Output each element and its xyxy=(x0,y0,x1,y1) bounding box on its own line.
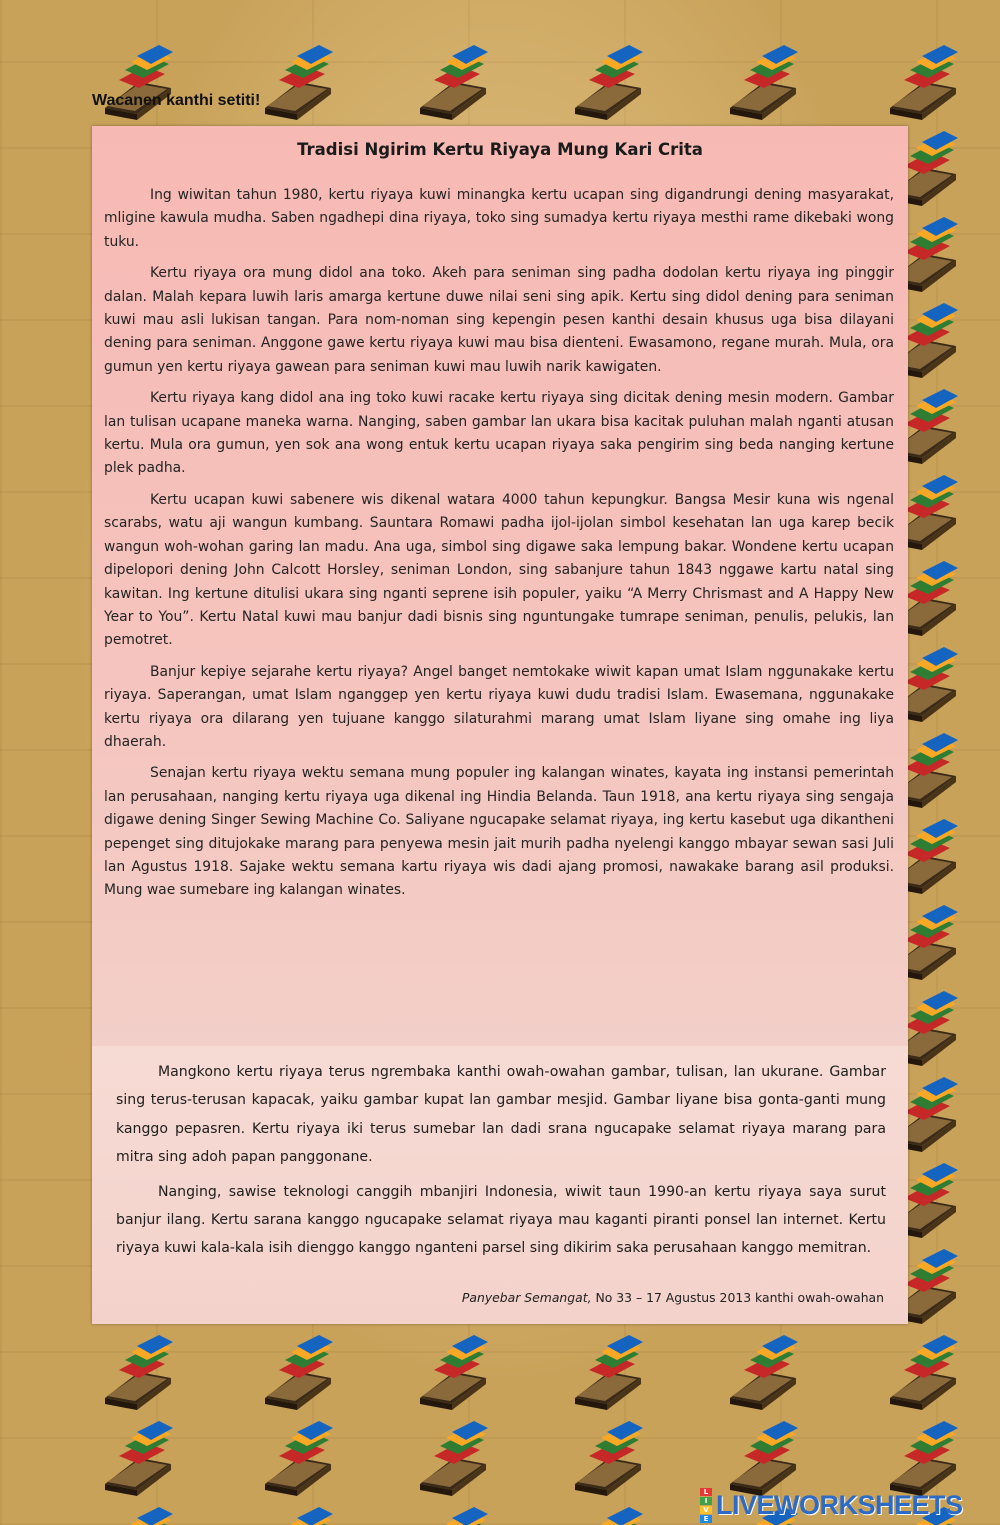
paragraph: Kertu riyaya kang didol ana ing toko kuwi racake kertu riyaya sing dicitak dening mesin modern. Gambar lan tulisan ucapane maneka warna. Nanging, saben gambar lan ukara bisa kacitak puluhan malah nganti atusan kertu. Mula ora gumun, yen sok ana wong entuk kertu ucapan riyaya saka pengirim sing beda nanging kertune plek padha. xyxy=(104,390,894,477)
stacked-books-icon xyxy=(890,1335,958,1410)
stacked-books-icon xyxy=(265,45,333,120)
stacked-books-icon xyxy=(420,1507,488,1525)
stacked-books-icon xyxy=(265,1335,333,1410)
paragraph: Ing wiwitan tahun 1980, kertu riyaya kuwi minangka kertu ucapan sing digandrungi dening masyarakat, mligine kawula mudha. Saben ngadhepi dina riyaya, toko sing sumadya kertu riyaya mesthi rame dikebaki wong tuku. xyxy=(104,187,894,250)
logo-block: V xyxy=(700,1506,712,1514)
stacked-books-icon xyxy=(105,1421,173,1496)
stacked-books-icon xyxy=(265,1421,333,1496)
paragraph: Kertu riyaya ora mung didol ana toko. Akeh para seniman sing padha dodolan kertu riyaya ing pinggir dalan. Malah kepara luwih laris amarga kertune duwe nilai seni sing apik. Kertu sing didol dening para seniman kuwi mau asli lukisan tangan. Para nom-noman sing kepengin pesen kanthi desain khusus uga bisa dilayani dening para seniman. Anggone gawe kertu riyaya kuwi mau bisa dienteni. Ewasamono, regane murah. Mula, ora gumun yen kertu riyaya gawean para seniman kuwi mau luwih narik kawigaten. xyxy=(104,265,894,375)
paragraph: Mangkono kertu riyaya terus ngrembaka kanthi owah-owahan gambar, tulisan, lan ukurane. Gambar sing terus-terusan kapacak, yaiku gambar kupat lan gambar mesjid. Gambar liyane bisa gonta-ganti mung kanggo pepasren. Kertu riyaya iki terus sumebar lan dadi srana ngucapake selamat riyaya marang para mitra sing adoh papan panggonane. xyxy=(116,1064,886,1166)
logo-block: L xyxy=(700,1488,712,1496)
stacked-books-icon xyxy=(105,1507,173,1525)
paragraph: Senajan kertu riyaya wektu semana mung populer ing kalangan winates, kayata ing instansi pemerintah lan perusahaan, nanging kertu riyaya uga dikenal ing Hindia Belanda. Taun 1918, ana kertu riyaya sing sengaja digawe dening Singer Sewing Machine Co. Saliyane ngucapake selamat riyaya, ing kertu kasebut uga dikantheni pepenget sing ditujokake marang para penyewa mesin jait murih padha nyelengi kanggo mbayar sewan sasi Juli lan Agustus 1918. Sajake wektu semana kartu riyaya wis dadi ajang promosi, nawakake barang asil produksi. Mung wae sumebare ing kalangan winates. xyxy=(104,765,894,899)
article-source xyxy=(462,1290,884,1305)
stacked-books-icon xyxy=(420,45,488,120)
paragraph: Nanging, sawise teknologi canggih mbanjiri Indonesia, wiwit taun 1990-an kertu riyaya saya surut banjur ilang. Kertu sarana kanggo ngucapake selamat riyaya mau kaganti piranti ponsel lan internet. Kertu riyaya kuwi kala-kala isih dienggo kanggo nganteni parsel sing dikirim saka perusahaan kanggo memitran. xyxy=(116,1183,886,1257)
liveworksheets-logo[interactable] xyxy=(700,1487,963,1523)
source-details: No 33 – 17 Agustus 2013 kanthi owah-owahan xyxy=(591,1290,884,1305)
stacked-books-icon xyxy=(265,1507,333,1525)
article-title: Tradisi Ngirim Kertu Riyaya Mung Kari Crita xyxy=(297,140,703,159)
article-scan xyxy=(92,126,908,1324)
logo-blocks-icon xyxy=(700,1488,712,1523)
logo-block: I xyxy=(700,1497,712,1505)
stacked-books-icon xyxy=(420,1335,488,1410)
article-body-top xyxy=(104,184,894,911)
logo-text: LIVEWORKSHEETS xyxy=(716,1489,963,1520)
paragraph: Banjur kepiye sejarahe kertu riyaya? Angel banget nemtokake wiwit kapan umat Islam nggunakake kertu riyaya. Saperangan, umat Islam nganggep yen kertu riyaya kuwi dudu tradisi Islam. Ewasemana, nggunakake kertu riyaya ora dilarang yen tujuane kanggo silaturahmi marang umat Islam liyane sing omahe ing liya dhaerah. xyxy=(104,663,894,750)
instruction-text: Wacanen kanthi setiti! xyxy=(92,92,261,109)
stacked-books-icon xyxy=(575,1335,643,1410)
source-journal: Panyebar Semangat, xyxy=(461,1290,592,1305)
stacked-books-icon xyxy=(730,1335,798,1410)
stacked-books-icon xyxy=(575,1507,643,1525)
stacked-books-icon xyxy=(575,1421,643,1496)
stacked-books-icon xyxy=(420,1421,488,1496)
stacked-books-icon xyxy=(890,1421,958,1496)
stacked-books-icon xyxy=(730,1421,798,1496)
stacked-books-icon xyxy=(730,45,798,120)
logo-block: E xyxy=(700,1515,712,1523)
stacked-books-icon xyxy=(890,45,958,120)
stacked-books-icon xyxy=(575,45,643,120)
article-body-bottom xyxy=(116,1058,886,1269)
paragraph: Kertu ucapan kuwi sabenere wis dikenal watara 4000 tahun kepungkur. Bangsa Mesir kuna wis ngenal scarabs, watu aji wangun kumbang. Sauntara Romawi padha ijol-ijolan simbol kesehatan lan uga karep becik wangun woh-wohan garing lan madu. Ana uga, simbol sing digawe saka lempung bakar. Wondene kertu ucapan dipelopori dening John Calcott Horsley, seniman London, sing sabanjure tahun 1843 nggawe kartu natal sing kawitan. Ing kertune ditulisi ukara sing nganti seprene isih populer, yaiku “A Merry Chrismast and A Happy New Year to You”. Kertu Natal kuwi mau banjur dadi bisnis sing nguntungake tumrape seniman, penulis, pelukis, lan pemotret. xyxy=(104,491,894,649)
stacked-books-icon xyxy=(105,1335,173,1410)
